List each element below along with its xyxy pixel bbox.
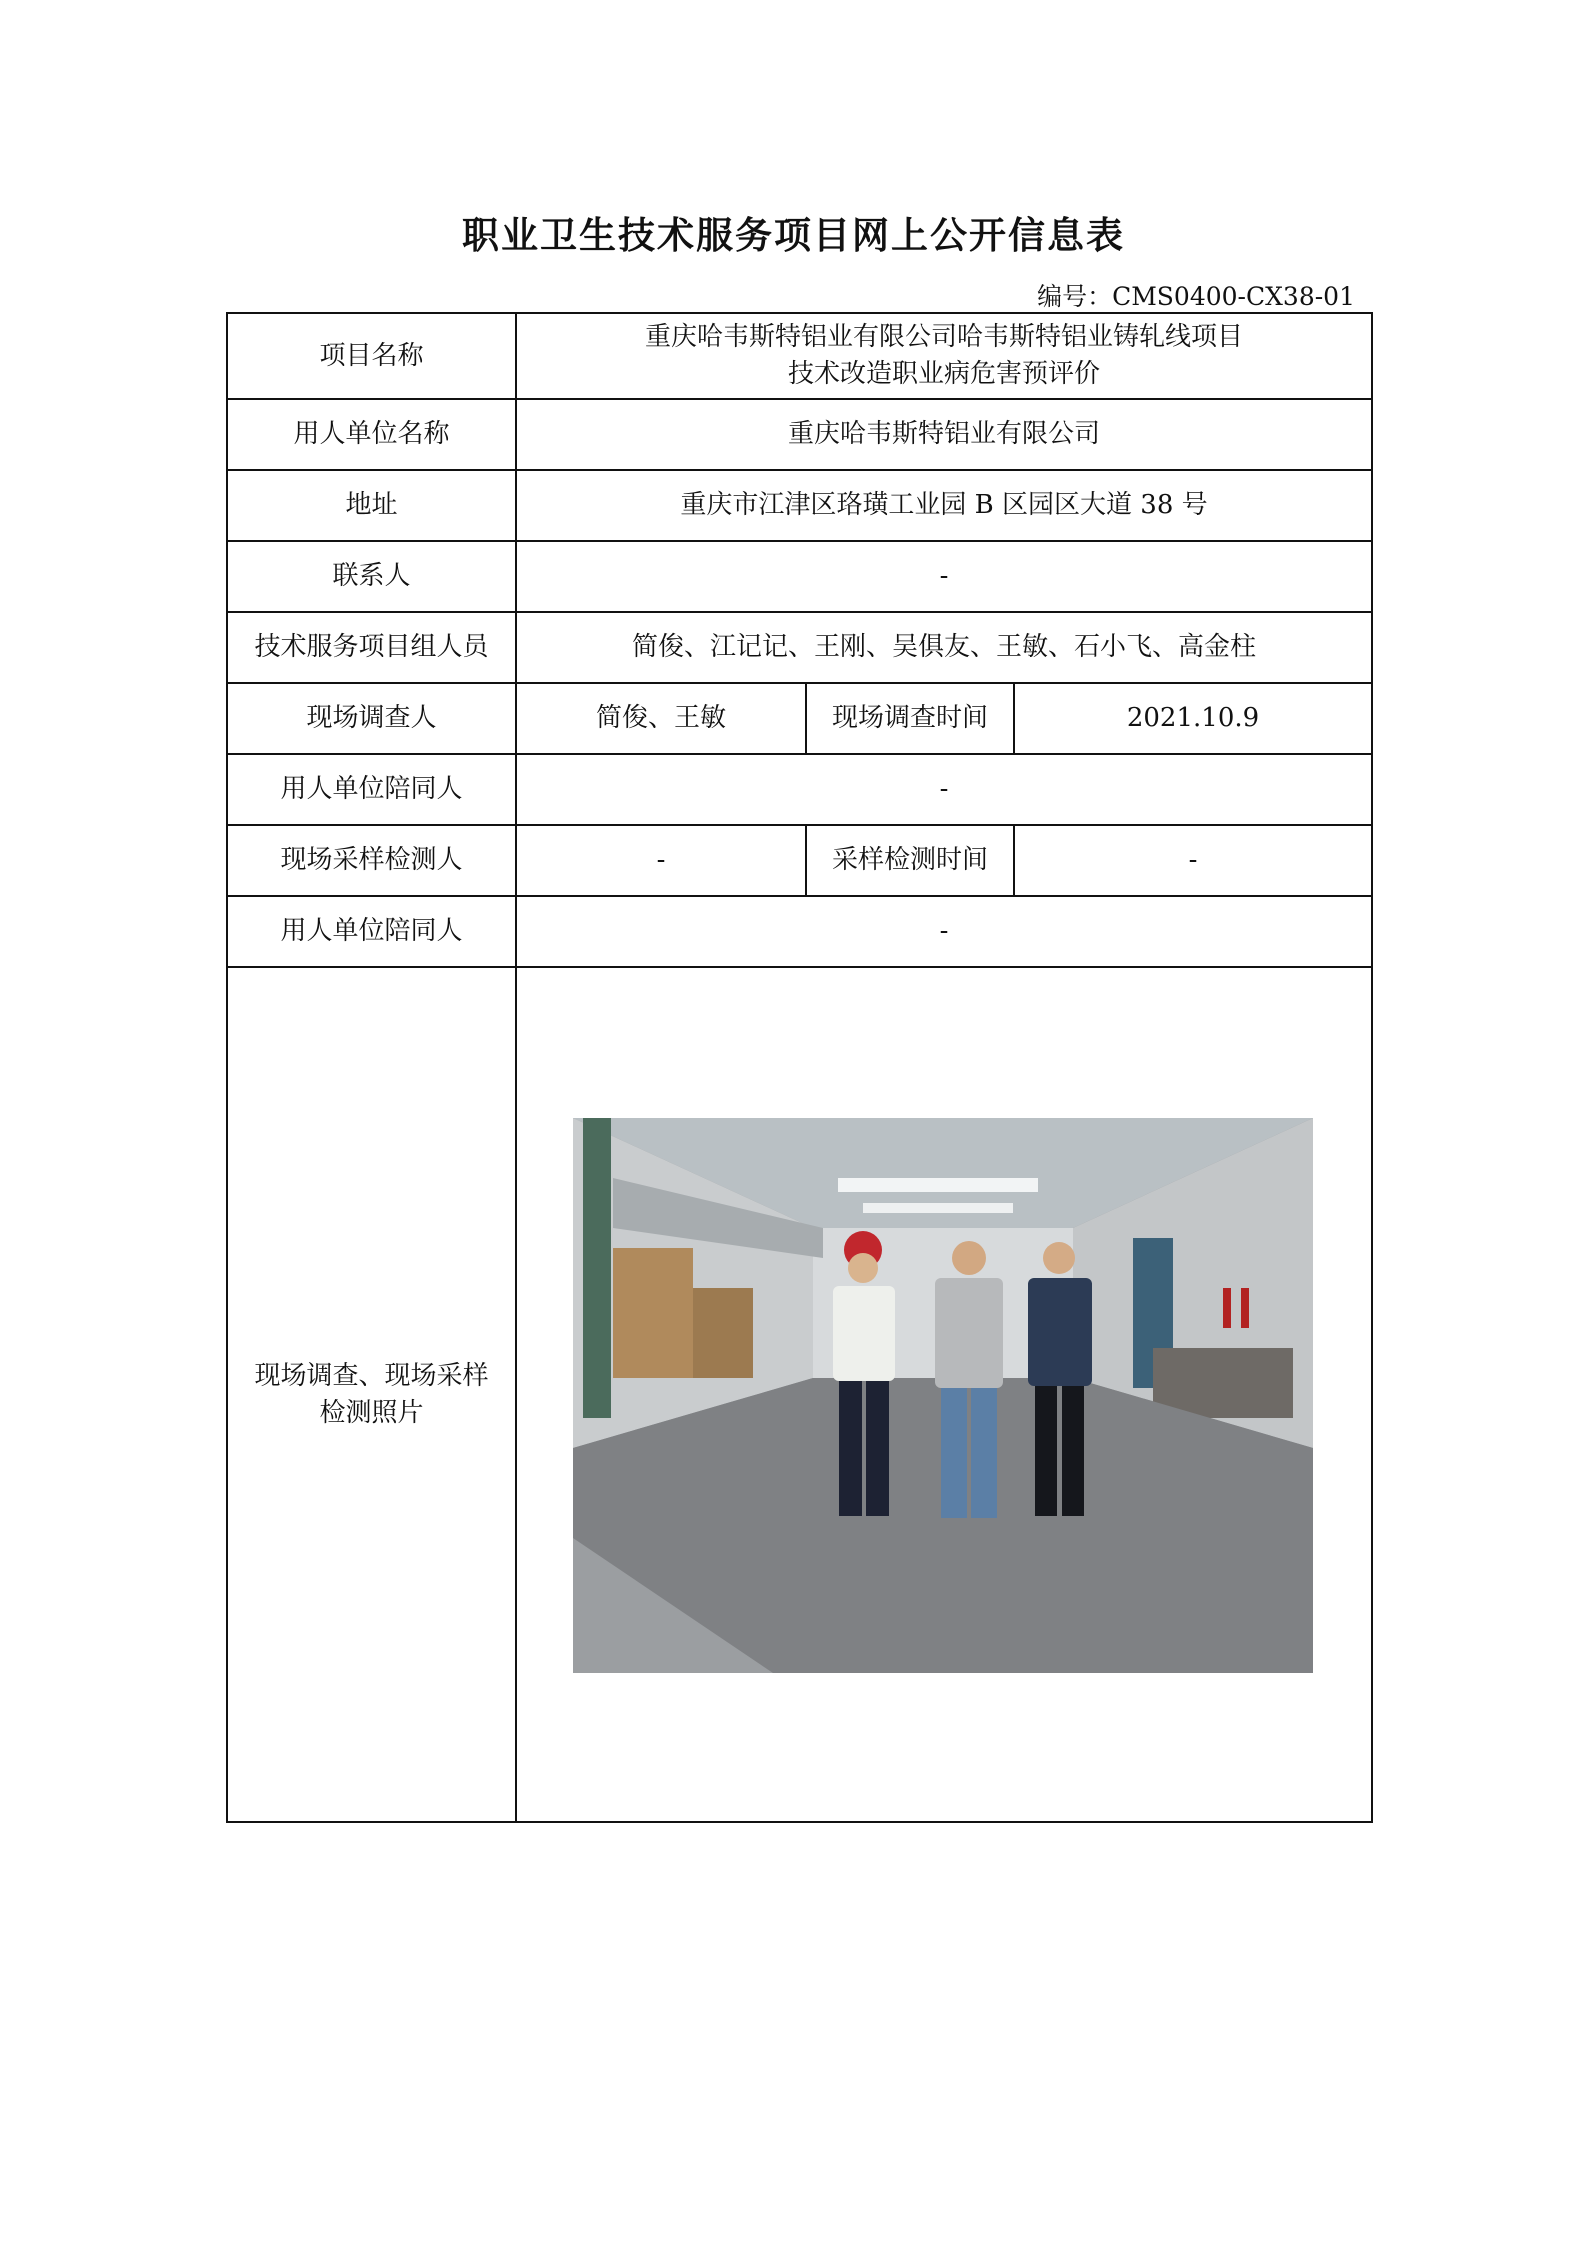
escort-2-label: 用人单位陪同人 — [227, 896, 516, 967]
photos-cell — [516, 967, 1372, 1822]
photos-label — [227, 967, 516, 1822]
survey-time-label: 现场调查时间 — [806, 683, 1014, 754]
escort-1-label: 用人单位陪同人 — [227, 754, 516, 825]
row-photos — [227, 967, 1372, 1822]
project-name-value — [516, 313, 1372, 399]
site-photo-drawing — [573, 1118, 1313, 1673]
project-name-label: 项目名称 — [227, 313, 516, 399]
document-code: 编号：CMS0400-CX38-01 — [1037, 282, 1355, 311]
row-employer — [227, 399, 1372, 470]
escort-1-value: - — [516, 754, 1372, 825]
photos-label-line1: 现场调查、现场采样 — [254, 1360, 489, 1391]
survey-value: 简俊、王敏 — [516, 683, 806, 754]
sampling-label: 现场采样检测人 — [227, 825, 516, 896]
escort-2-value: - — [516, 896, 1372, 967]
contact-label: 联系人 — [227, 541, 516, 612]
address-label: 地址 — [227, 470, 516, 541]
info-table — [226, 312, 1373, 1823]
row-contact — [227, 541, 1372, 612]
sampling-value: - — [516, 825, 806, 896]
project-name-line1: 重庆哈韦斯特铝业有限公司哈韦斯特铝业铸轧线项目 — [645, 322, 1244, 352]
sampling-time-label: 采样检测时间 — [806, 825, 1014, 896]
row-escort-1 — [227, 754, 1372, 825]
project-name-line2: 技术改造职业病危害预评价 — [788, 359, 1101, 389]
contact-value: - — [516, 541, 1372, 612]
photos-label-line2: 检测照片 — [319, 1397, 424, 1428]
site-photo — [573, 1118, 1313, 1673]
survey-time-value: 2021.10.9 — [1014, 683, 1372, 754]
sampling-time-value: - — [1014, 825, 1372, 896]
row-sampling — [227, 825, 1372, 896]
row-address — [227, 470, 1372, 541]
row-project-name — [227, 313, 1372, 399]
team-label: 技术服务项目组人员 — [227, 612, 516, 683]
document-title: 职业卫生技术服务项目网上公开信息表 — [462, 213, 1125, 257]
row-team — [227, 612, 1372, 683]
row-survey — [227, 683, 1372, 754]
survey-label: 现场调查人 — [227, 683, 516, 754]
employer-label: 用人单位名称 — [227, 399, 516, 470]
team-value: 简俊、江记记、王刚、吴俱友、王敏、石小飞、高金柱 — [516, 612, 1372, 683]
address-value: 重庆市江津区珞璜工业园 B 区园区大道 38 号 — [516, 470, 1372, 541]
employer-value: 重庆哈韦斯特铝业有限公司 — [516, 399, 1372, 470]
row-escort-2 — [227, 896, 1372, 967]
